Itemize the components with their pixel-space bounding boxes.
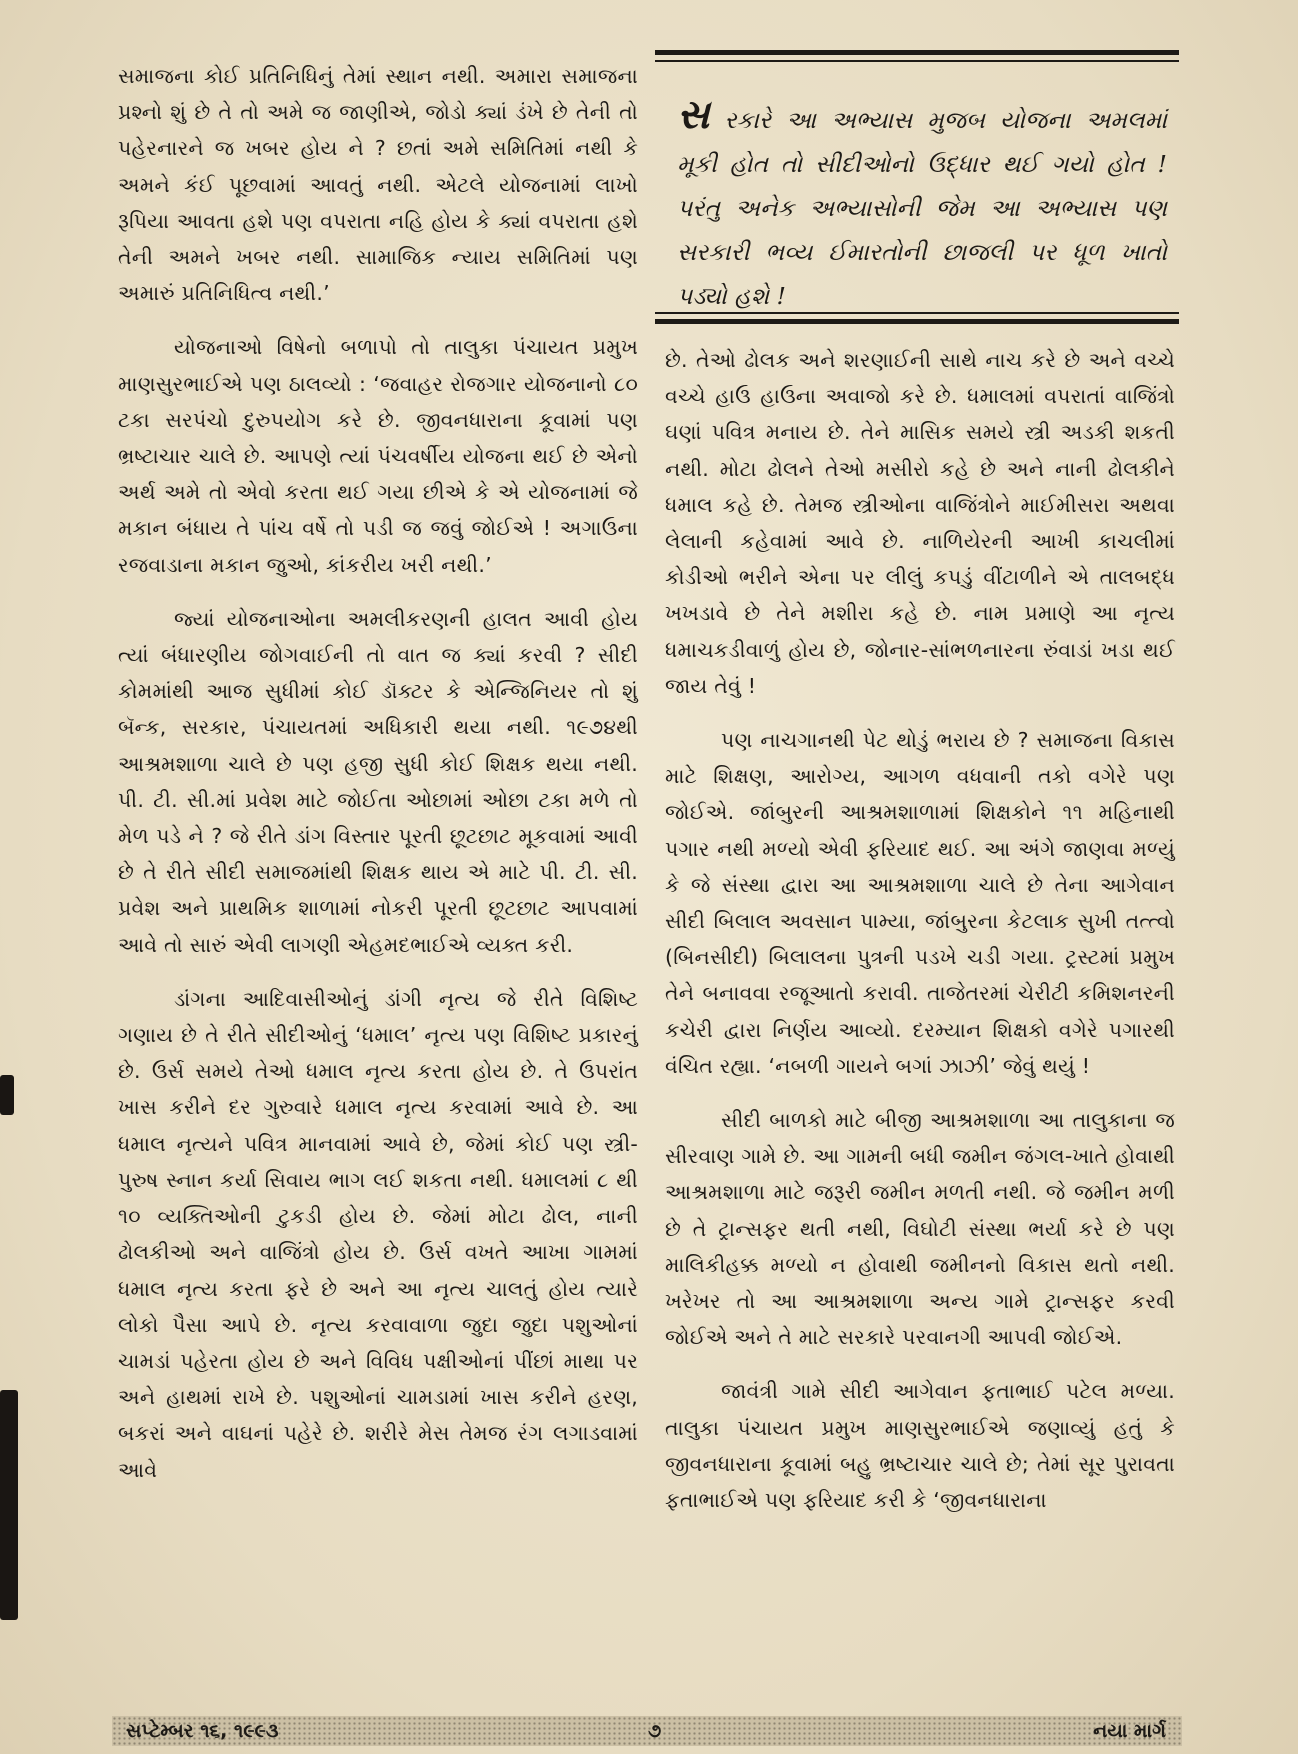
paragraph: છે. તેઓ ઢોલક અને શરણાઈની સાથે નાચ કરે છે અને વચ્ચે વચ્ચે હાઉ હાઉના અવાજો કરે છે. ધમાલમાં વપરાતાં વાજિંત્રો ઘણાં પવિત્ર મનાય છે. તેને માસિક સમયે સ્ત્રી અડકી શકતી નથી. મોટા ઢોલને તેઓ મસીરો કહે છે અને નાની ઢોલકીને ધમાલ કહે છે. તેમજ સ્ત્રીઓના વાજિંત્રોને માઈમીસરા અથવા લેલાની કહેવામાં આવે છે. નાળિયેરની આખી કાચલીમાં કોડીઓ ભરીને એના પર લીલું કપડું વીંટાળીને એ તાલબદ્ધ ખખડાવે છે તેને મશીરા કહે છે. નામ પ્રમાણે આ નૃત્ય ધમાચકડીવાળું હોય છે, જોનાર-સાંભળનારના રુંવાડાં ખડા થઈ જાય તેવું ! bbox=[665, 348, 1175, 698]
magazine-name: નયા માર્ગ bbox=[1093, 1720, 1166, 1742]
bottom-rule bbox=[655, 319, 1179, 324]
pull-quote-body: રકારે આ અભ્યાસ મુજબ યોજના અમલમાં મૂકી હોત તો સીદીઓનો ઉદ્ધાર થઈ ગયો હોત ! પરંતુ અનેક અભ્યાસોની જેમ આ અભ્યાસ પણ સરકારી ભવ્ય ઈમારતોની છાજલી પર ધૂળ ખાતો પડ્યો હશે ! bbox=[677, 106, 1167, 310]
paragraph: યોજનાઓ વિષેનો બળાપો તો તાલુકા પંચાયત પ્રમુખ માણસુરભાઈએ પણ ઠાલવ્યો : ‘જવાહર રોજગાર યોજનાનો ૮૦ ટકા સરપંચો દુરુપયોગ કરે છે. જીવનધારાના કૂવામાં પણ ભ્રષ્ટાચાર ચાલે છે. આપણે ત્યાં પંચવર્ષીય યોજના થઈ છે એનો અર્થ અમે તો એવો કરતા થઈ ગયા છીએ કે એ યોજનામાં જે મકાન બંધાય તે પાંચ વર્ષે તો પડી જ જવું જોઈએ ! અગાઉના રજવાડાના મકાન જુઓ, કાંકરીય ખરી નથી.’ bbox=[118, 335, 638, 577]
paragraph: સીદી બાળકો માટે બીજી આશ્રમશાળા આ તાલુકાના જ સીરવાણ ગામે છે. આ ગામની બધી જમીન જંગલ-ખાતે હોવાથી આશ્રમશાળા માટે જરૂરી જમીન મળતી નથી. જે જમીન મળી છે તે ટ્રાન્સફર થતી નથી, વિઘોટી સંસ્થા ભર્યા કરે છે પણ માલિકીહક્ક મળ્યો ન હોવાથી જમીનનો વિકાસ થતો નથી. ખરેખર તો આ આશ્રમશાળા અન્ય ગામે ટ્રાન્સફર કરવી જોઈએ અને તે માટે સરકારે પરવાનગી આપવી જોઈએ. bbox=[665, 1108, 1175, 1350]
paragraph: જ્યાં યોજનાઓના અમલીકરણની હાલત આવી હોય ત્યાં બંધારણીય જોગવાઈની તો વાત જ ક્યાં કરવી ? સીદી કોમમાંથી આજ સુધીમાં કોઈ ડૉક્ટર કે એન્જિનિયર તો શું બૅન્ક, સરકાર, પંચાયતમાં અધિકારી થયા નથી. ૧૯૭૪થી આશ્રમશાળા ચાલે છે પણ હજી સુધી કોઈ શિક્ષક થયા નથી. પી. ટી. સી.માં પ્રવેશ માટે જોઈતા ઓછામાં ઓછા ટકા મળે તો મેળ પડે ને ? જે રીતે ડાંગ વિસ્તાર પૂરતી છૂટછાટ મૂકવામાં આવી છે તે રીતે સીદી સમાજમાંથી શિક્ષક થાય એ માટે પી. ટી. સી. પ્રવેશ અને પ્રાથમિક શાળામાં નોકરી પૂરતી છૂટછાટ આપવામાં આવે તો સારું એવી લાગણી એહમદભાઈએ વ્યક્ત કરી. bbox=[118, 606, 638, 957]
page-edge-stain bbox=[0, 1390, 18, 1620]
drop-cap: સ bbox=[677, 91, 710, 138]
bottom-rule bbox=[655, 312, 1179, 314]
page-edge-stain bbox=[0, 1075, 14, 1115]
page-number: ૭ bbox=[648, 1720, 662, 1742]
pull-quote bbox=[655, 50, 1179, 330]
paragraph: પણ નાચગાનથી પેટ થોડું ભરાય છે ? સમાજના વિકાસ માટે શિક્ષણ, આરોગ્ય, આગળ વધવાની તકો વગેરે પણ જોઈએ. જાંબુરની આશ્રમશાળામાં શિક્ષકોને ૧૧ મહિનાથી પગાર નથી મળ્યો એવી ફરિયાદ થઈ. આ અંગે જાણવા મળ્યું કે જે સંસ્થા દ્વારા આ આશ્રમશાળા ચાલે છે તેના આગેવાન સીદી બિલાલ અવસાન પામ્યા, જાંબુરના કેટલાક સુખી તત્ત્વો (બિનસીદી) બિલાલના પુત્રની પડખે ચડી ગયા. ટ્રસ્ટમાં પ્રમુખ તેને બનાવવા રજૂઆતો કરાવી. તાજેતરમાં ચેરીટી કમિશનરની કચેરી દ્વારા નિર્ણય આવ્યો. દરમ્યાન શિક્ષકો વગેરે પગારથી વંચિત રહ્યા. ‘નબળી ગાયને બગાં ઝાઝી’ જેવું થયું ! bbox=[665, 728, 1175, 1078]
paragraph: ડાંગના આદિવાસીઓનું ડાંગી નૃત્ય જે રીતે વિશિષ્ટ ગણાય છે તે રીતે સીદીઓનું ‘ધમાલ’ નૃત્ય પણ વિશિષ્ટ પ્રકારનું છે. ઉર્સ સમયે તેઓ ધમાલ નૃત્ય કરતા હોય છે. તે ઉપરાંત ખાસ કરીને દર ગુરુવારે ધમાલ નૃત્ય કરવામાં આવે છે. આ ધમાલ નૃત્યને પવિત્ર માનવામાં આવે છે, જેમાં કોઈ પણ સ્ત્રી-પુરુષ સ્નાન કર્યા સિવાય ભાગ લઈ શકતા નથી. ધમાલમાં ૮ થી ૧૦ વ્યક્તિઓની ટુકડી હોય છે. જેમાં મોટા ઢોલ, નાની ઢોલકીઓ અને વાજિંત્રો હોય છે. ઉર્સ વખતે આખા ગામમાં ધમાલ નૃત્ય કરતા ફરે છે અને આ નૃત્ય ચાલતું હોય ત્યારે લોકો પૈસા આપે છે. નૃત્ય કરવાવાળા જુદા જુદા પશુઓનાં ચામડાં પહેરતા હોય છે અને વિવિધ પક્ષીઓનાં પીંછાં માથા પર અને હાથમાં રાખે છે. પશુઓનાં ચામડામાં ખાસ કરીને હરણ, બકરાં અને વાઘનાં પહેરે છે. શરીરે મેસ તેમજ રંગ લગાડવામાં આવે bbox=[118, 986, 638, 1482]
left-column bbox=[118, 58, 638, 1488]
right-column bbox=[665, 342, 1175, 1518]
footer-bar bbox=[112, 1716, 1182, 1746]
issue-date: સપ્ટેમ્બર ૧૬, ૧૯૯૩ bbox=[126, 1720, 279, 1742]
paragraph: જાવંત્રી ગામે સીદી આગેવાન ફતાભાઈ પટેલ મળ્યા. તાલુકા પંચાયત પ્રમુખ માણસુરભાઈએ જણાવ્યું હતું કે જીવનધારાના કૂવામાં બહુ ભ્રષ્ટાચાર ચાલે છે; તેમાં સૂર પુરાવતા ફતાભાઈએ પણ ફરિયાદ કરી કે ‘જીવનધારાના bbox=[665, 1379, 1175, 1513]
pull-quote-text bbox=[677, 91, 1167, 318]
paragraph: સમાજના કોઈ પ્રતિનિધિનું તેમાં સ્થાન નથી. અમારા સમાજના પ્રશ્નો શું છે તે તો અમે જ જાણીએ, જોડો ક્યાં ડંખે છે તેની તો પહેરનારને જ ખબર હોય ને ? છતાં અમે સમિતિમાં નથી કે અમને કંઈ પૂછવામાં આવતું નથી. એટલે યોજનામાં લાખો રૂપિયા આવતા હશે પણ વપરાતા નહિ હોય કે ક્યાં વપરાતા હશે તેની અમને ખબર નથી. સામાજિક ન્યાય સમિતિમાં પણ અમારું પ્રતિનિધિત્વ નથી.’ bbox=[118, 64, 638, 306]
top-rule bbox=[655, 50, 1179, 55]
top-rule bbox=[655, 60, 1179, 62]
